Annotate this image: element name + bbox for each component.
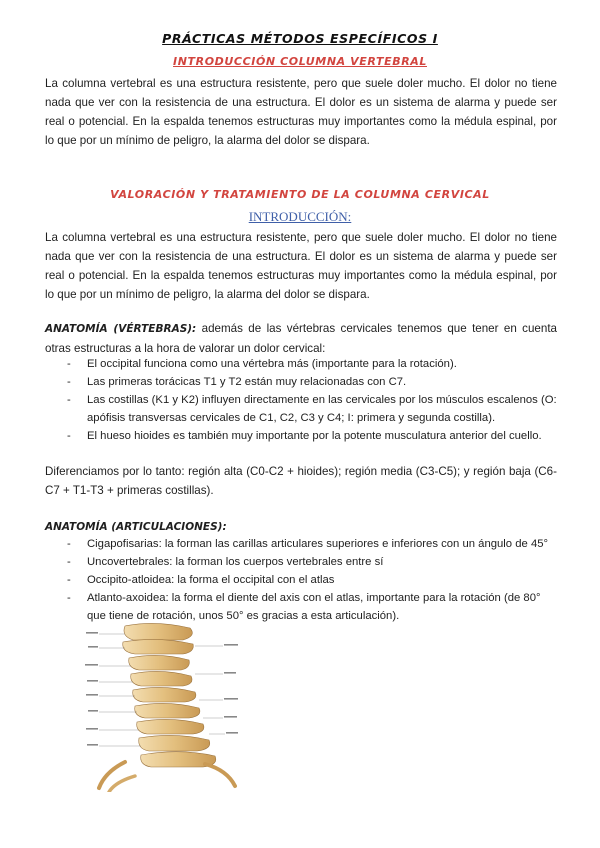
list-item: - El hueso hioides es también muy importante por la potente musculatura anterior del cuello. — [67, 430, 542, 442]
cervical-section-title: VALORACIÓN Y TRATAMIENTO DE LA COLUMNA CERVICAL — [110, 188, 490, 201]
joints-list — [45, 535, 557, 625]
anatomy-joints-label: ANATOMÍA (ARTICULACIONES): — [45, 521, 227, 533]
list-item: - Uncovertebrales: la forman los cuerpos vertebrales entre sí — [67, 556, 384, 568]
anatomy-vertebras-intro: además de las vértebras cervicales tenemos que tener en cuenta otras estructuras a la hora de valorar un dolor cervical: — [45, 322, 557, 355]
list-item: - Las primeras torácicas T1 y T2 están muy relacionadas con C7. — [67, 376, 407, 388]
vertebras-list — [45, 355, 557, 445]
list-item: - Las costillas (K1 y K2) influyen directamente en las cervicales por los músculos escalenos (O: apófisis transversas cervicales de C1, C2, C3 y C4; I: primera y segunda costilla). — [67, 394, 557, 424]
list-item: - Occipito-atloidea: la forma el occipital con el atlas — [67, 574, 335, 586]
cervical-paragraph: La columna vertebral es una estructura resistente, pero que suele doler mucho. El dolor no tiene nada que ver con la resistencia de una estructura. El dolor es un sistema de alarma y puede ser real o potencial. En la espalda tenemos estructuras muy importantes como la médula espinal, por lo que por un mínimo de peligro, la alarma del dolor se dispara. — [45, 231, 557, 301]
regions-paragraph: Diferenciamos por lo tanto: región alta (C0-C2 + hioides); región media (C3-C5); y región baja (C6-C7 + T1-T3 + primeras costillas). — [45, 465, 557, 497]
section-subtitle: INTRODUCCIÓN COLUMNA VERTEBRAL — [173, 55, 427, 68]
cervical-spine-illustration — [85, 622, 240, 792]
page-title: PRÁCTICAS MÉTODOS ESPECÍFICOS I — [162, 31, 438, 46]
anatomy-joints-heading — [45, 517, 557, 537]
intro-paragraph: La columna vertebral es una estructura resistente, pero que suele doler mucho. El dolor no tiene nada que ver con la resistencia de una estructura. El dolor es un sistema de alarma y puede ser real o potencial. En la espalda tenemos estructuras muy importantes como la médula espinal, por lo que por un mínimo de peligro, la alarma del dolor se dispara. — [45, 77, 557, 147]
anatomy-vertebras-label: ANATOMÍA (VÉRTEBRAS): — [45, 323, 197, 335]
anatomy-vertebras-paragraph — [45, 319, 557, 358]
list-item: - El occipital funciona como una vértebra más (importante para la rotación). — [67, 358, 457, 370]
list-item: - Atlanto-axoidea: la forma el diente del axis con el atlas, importante para la rotación (de 80° que tiene de rotación, unos 50° es gracias a esta articulación). — [67, 592, 541, 622]
list-item: - Cigapofisarias: la forman las carillas articulares superiores e inferiores con un ángulo de 45° — [67, 538, 549, 550]
cervical-intro-heading: INTRODUCCIÓN: — [248, 209, 352, 224]
